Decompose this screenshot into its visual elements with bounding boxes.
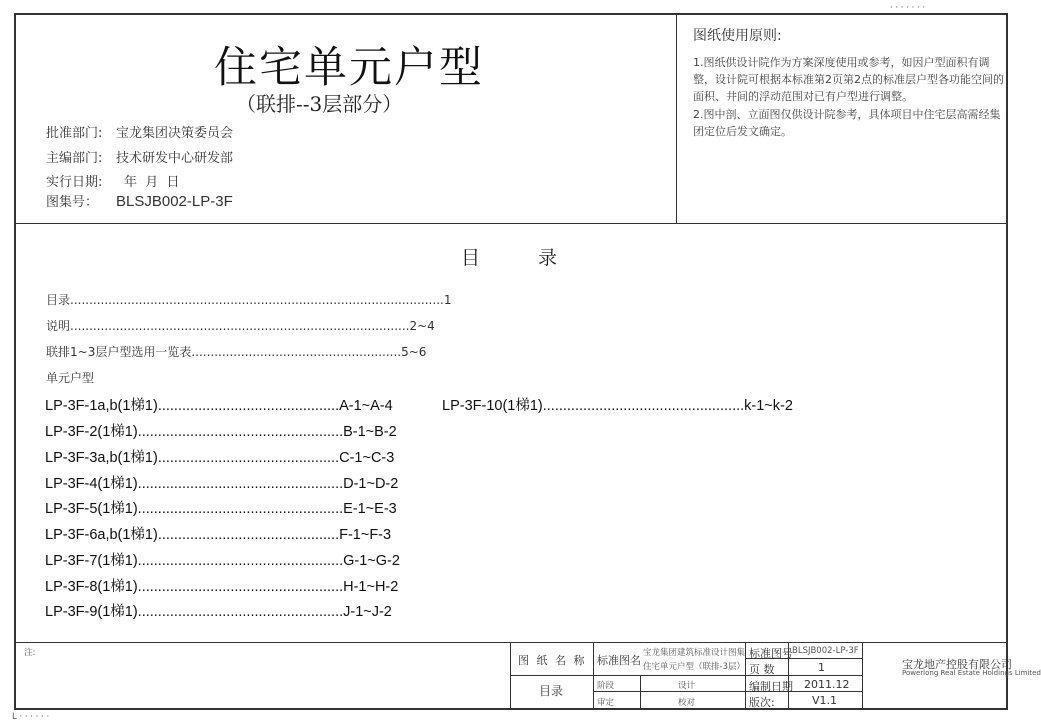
corner-mark-bottom: L · · · · · · — [12, 712, 50, 722]
toc-entry: LP-3F-7(1梯1)...................................................G-1~G-2 — [45, 553, 400, 569]
rules-heading: 图纸使用原则: — [693, 28, 782, 44]
toc-line-units: 单元户型 — [46, 371, 95, 385]
toc-line-contents: 目录..................................................................................................1 — [46, 293, 452, 307]
company-name: 宝龙地产控股有限公司 — [902, 658, 1012, 671]
header-divider — [15, 223, 1007, 224]
checker-label: 审定 — [597, 698, 615, 708]
reviewer-label: 校对 — [678, 698, 696, 708]
toc-heading: 目 录 — [461, 247, 584, 269]
toc-entry: LP-3F-1a,b(1梯1).............................................A-1~A-4 — [45, 398, 393, 414]
rules-divider — [676, 15, 677, 223]
atlas-name-value-1: 宝龙集团建筑标准设计图集 — [643, 648, 746, 658]
toc-entry: LP-3F-4(1梯1)...................................................D-1~D-2 — [45, 476, 399, 492]
tb-hline — [593, 691, 745, 692]
tb-hline — [510, 675, 745, 676]
atlas-value: BLSJB002-LP-3F — [116, 193, 233, 210]
compile-date-value: 2011.12 — [804, 678, 850, 691]
atlas-label: 图集号： — [46, 195, 99, 210]
atlas-line — [46, 191, 233, 210]
note-mark: 注: — [24, 648, 36, 658]
approval-value: 宝龙集团决策委员会 — [116, 126, 234, 141]
version-value: V1.1 — [812, 694, 838, 707]
version-label: 版次: — [749, 696, 775, 709]
toc-entry: LP-3F-5(1梯1)...................................................E-1~E-3 — [45, 501, 397, 517]
date-line — [46, 171, 180, 190]
approval-line — [46, 122, 233, 141]
rule-item-2: 2.图中剖、立面图仅供设计院参考，具体项目中住宅层高需经集团定位后发文确定。 — [693, 108, 1001, 138]
drawing-name-value: 目录 — [539, 684, 564, 698]
toc-entry: LP-3F-3a,b(1梯1).............................................C-1~C-3 — [45, 450, 395, 466]
corner-mark-top: · · · · · · · — [890, 3, 926, 13]
drawing-name-label: 图 纸 名 称 — [518, 654, 587, 667]
page-label: 页 数 — [749, 663, 775, 676]
toc-line-selection: 联排1~3层户型选用一览表.......................................................5~6 — [46, 345, 427, 359]
editor-label: 主编部门: — [46, 151, 103, 166]
compile-date-label: 编制日期 — [749, 680, 793, 693]
atlas-name-value-2: 住宅单元户型（联排-3层） — [643, 662, 745, 672]
toc-entry: LP-3F-8(1梯1)...................................................H-1~H-2 — [45, 579, 399, 595]
titleblock-top-line — [15, 642, 1007, 643]
date-label: 实行日期: — [46, 175, 103, 190]
atlas-no-value: BLSJB002-LP-3F — [792, 646, 859, 656]
page-value: 1 — [818, 661, 825, 674]
editor-line — [46, 147, 233, 166]
toc-entry: LP-3F-10(1梯1)..................................................k-1~k-2 — [442, 398, 793, 414]
editor-value: 技术研发中心研发部 — [116, 151, 234, 166]
toc-entry: LP-3F-6a,b(1梯1).............................................F-1~F-3 — [45, 527, 392, 543]
stage-label: 阶段 — [597, 681, 615, 691]
tb-vline — [862, 642, 863, 708]
toc-entry: LP-3F-9(1梯1)...................................................J-1~J-2 — [45, 604, 392, 620]
atlas-no-label: 标准图号 — [749, 647, 793, 660]
toc-entry: LP-3F-2(1梯1)...................................................B-1~B-2 — [45, 424, 397, 440]
date-value: 年 月 日 — [124, 175, 180, 190]
atlas-name-label: 标准图名 — [597, 654, 641, 667]
designer-label: 设计 — [678, 681, 696, 691]
rule-item-1: 1.图纸供设计院作为方案深度使用或参考，如因户型面积有调整，设计院可根据本标准第2页第2点的标准层户型各功能空间的面积、井间的浮动范围对已有户型进行调整。 — [693, 56, 1004, 103]
page-subtitle: （联排--3层部分） — [236, 92, 403, 116]
approval-label: 批准部门: — [46, 126, 103, 141]
company-name-en: Powerlong Real Estate Holdings Limited — [902, 669, 1041, 677]
toc-line-notes: 说明.........................................................................................2~4 — [46, 319, 435, 333]
page-title: 住宅单元户型 — [214, 43, 484, 93]
